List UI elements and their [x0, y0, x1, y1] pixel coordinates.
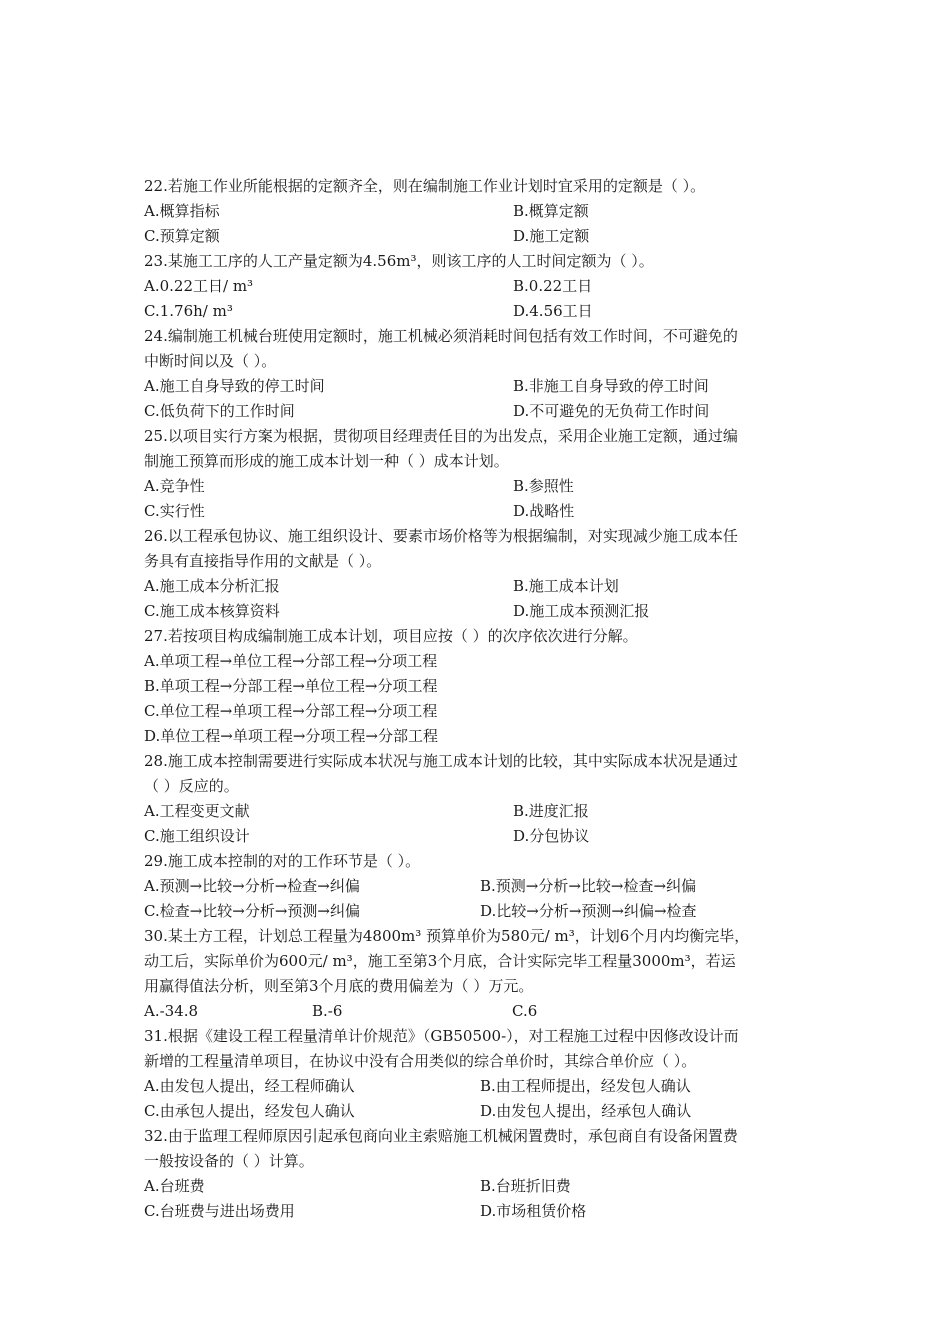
option-b: B.概算定额 [513, 202, 589, 220]
options-row [144, 274, 814, 299]
stem-line: 31.根据《建设工程工程量清单计价规范》（GB50500-），对工程施工过程中因修改设计而 [144, 1027, 739, 1045]
option-text: D.单位工程→单项工程→分项工程→分部工程 [144, 727, 438, 745]
stem-line: 动工后，实际单价为600元/ m³，施工至第3个月底，合计实际完毕工程量3000m³，若运 [144, 952, 736, 970]
stem-line: 27.若按项目构成编制施工成本计划，项目应按（ ）的次序依次进行分解。 [144, 627, 638, 645]
stem-line: 一般按设备的（ ）计算。 [144, 1152, 314, 1170]
option-d: D.施工定额 [513, 227, 590, 245]
option-d: D.市场租赁价格 [480, 1202, 587, 1220]
option-text: B.单项工程→分部工程→单位工程→分项工程 [144, 677, 438, 695]
stem-line: （ ）反应的。 [144, 777, 239, 795]
options-row [144, 1074, 814, 1099]
option-d: D.分包协议 [513, 827, 590, 845]
options-row [144, 824, 814, 849]
option-a: A.施工自身导致的停工时间 [144, 377, 325, 395]
options-row [144, 374, 814, 399]
stem-line: 22.若施工作业所能根据的定额齐全，则在编制施工作业计划时宜采用的定额是（ ）。 [144, 177, 706, 195]
option-b: B.0.22工日 [513, 277, 593, 295]
option-d: D.比较→分析→预测→纠偏→检查 [480, 902, 697, 920]
question-24-stem [144, 324, 814, 349]
option-b: B.非施工自身导致的停工时间 [513, 377, 709, 395]
stem-line: 25.以项目实行方案为根据，贯彻项目经理责任目的为出发点，采用企业施工定额，通过编 [144, 427, 738, 445]
option-d [144, 724, 814, 749]
stem-line: 30.某土方工程，计划总工程量为4800m³ 预算单价为580元/ m³，计划6个月内均衡完毕， [144, 927, 750, 945]
stem-line: 新增的工程量清单项目，在协议中没有合用类似的综合单价时，其综合单价应（ ）。 [144, 1052, 697, 1070]
question-28-stem [144, 749, 814, 774]
options-row [144, 899, 814, 924]
option-d: D.不可避免的无负荷工作时间 [513, 402, 710, 420]
options-row [144, 399, 814, 424]
options-row [144, 1174, 814, 1199]
option-b: B.-6 [312, 1002, 343, 1020]
option-d: D.由发包人提出，经承包人确认 [480, 1102, 692, 1120]
options-row [144, 1099, 814, 1124]
option-c: C.施工组织设计 [144, 827, 250, 845]
options-row [144, 999, 814, 1024]
option-c: C.1.76h/ m³ [144, 302, 233, 320]
option-a: A.台班费 [144, 1177, 205, 1195]
stem-line: 32.由于监理工程师原因引起承包商向业主索赔施工机械闲置费时，承包商自有设备闲置费 [144, 1127, 738, 1145]
options-row [144, 199, 814, 224]
options-row [144, 799, 814, 824]
question-23-stem [144, 249, 814, 274]
option-c: C.6 [512, 1002, 538, 1020]
option-d: D.战略性 [513, 502, 575, 520]
stem-line: 24.编制施工机械台班使用定额时，施工机械必须消耗时间包括有效工作时间，不可避免的 [144, 327, 738, 345]
question-26-stem [144, 524, 814, 549]
option-c: C.实行性 [144, 502, 205, 520]
option-b: B.参照性 [513, 477, 574, 495]
question-31-stem-cont [144, 1049, 814, 1074]
options-row [144, 474, 814, 499]
stem-line: 用赢得值法分析，则至第3个月底的费用偏差为（ ）万元。 [144, 977, 534, 995]
question-25-stem [144, 424, 814, 449]
option-a [144, 649, 814, 674]
option-b: B.预测→分析→比较→检查→纠偏 [480, 877, 697, 895]
option-a: A.工程变更文献 [144, 802, 250, 820]
question-list [144, 174, 814, 1224]
stem-line: 29.施工成本控制的对的工作环节是（ ）。 [144, 852, 421, 870]
stem-line: 23.某施工工序的人工产量定额为4.56m³，则该工序的人工时间定额为（ ）。 [144, 252, 654, 270]
question-28-stem-cont [144, 774, 814, 799]
option-a: A.概算指标 [144, 202, 220, 220]
options-row [144, 574, 814, 599]
option-a: A.由发包人提出，经工程师确认 [144, 1077, 355, 1095]
question-27-stem [144, 624, 814, 649]
option-d: D.施工成本预测汇报 [513, 602, 650, 620]
stem-line: 26.以工程承包协议、施工组织设计、要素市场价格等为根据编制，对实现减少施工成本任 [144, 527, 738, 545]
option-b: B.进度汇报 [513, 802, 589, 820]
question-30-stem-cont [144, 949, 814, 974]
options-row [144, 224, 814, 249]
options-row [144, 299, 814, 324]
question-25-stem-cont [144, 449, 814, 474]
question-29-stem [144, 849, 814, 874]
question-26-stem-cont [144, 549, 814, 574]
options-row [144, 1199, 814, 1224]
option-text: C.单位工程→单项工程→分部工程→分项工程 [144, 702, 438, 720]
stem-line: 务具有直接指导作用的文献是（ ）。 [144, 552, 382, 570]
question-24-stem-cont [144, 349, 814, 374]
option-a: A.-34.8 [144, 1002, 199, 1020]
question-31-stem [144, 1024, 814, 1049]
option-c: C.检查→比较→分析→预测→纠偏 [144, 902, 360, 920]
option-a: A.竞争性 [144, 477, 205, 495]
options-row [144, 499, 814, 524]
stem-line: 制施工预算而形成的施工成本计划一种（ ）成本计划。 [144, 452, 509, 470]
options-row [144, 874, 814, 899]
option-a: A.施工成本分析汇报 [144, 577, 280, 595]
question-22-stem [144, 174, 814, 199]
option-a: A.0.22工日/ m³ [144, 277, 254, 295]
option-text: A.单项工程→单位工程→分部工程→分项工程 [144, 652, 438, 670]
question-30-stem [144, 924, 814, 949]
option-c: C.台班费与进出场费用 [144, 1202, 295, 1220]
option-b: B.施工成本计划 [513, 577, 619, 595]
option-c: C.施工成本核算资料 [144, 602, 280, 620]
option-c: C.由承包人提出，经发包人确认 [144, 1102, 355, 1120]
option-b: B.台班折旧费 [480, 1177, 571, 1195]
options-row [144, 599, 814, 624]
option-a: A.预测→比较→分析→检查→纠偏 [144, 877, 360, 895]
option-b: B.由工程师提出，经发包人确认 [480, 1077, 691, 1095]
option-c: C.预算定额 [144, 227, 220, 245]
option-b [144, 674, 814, 699]
stem-line: 28.施工成本控制需要进行实际成本状况与施工成本计划的比较，其中实际成本状况是通过 [144, 752, 738, 770]
question-30-stem-cont [144, 974, 814, 999]
question-32-stem [144, 1124, 814, 1149]
option-c: C.低负荷下的工作时间 [144, 402, 295, 420]
question-32-stem-cont [144, 1149, 814, 1174]
option-d: D.4.56工日 [513, 302, 593, 320]
option-c [144, 699, 814, 724]
stem-line: 中断时间以及（ ）。 [144, 352, 277, 370]
